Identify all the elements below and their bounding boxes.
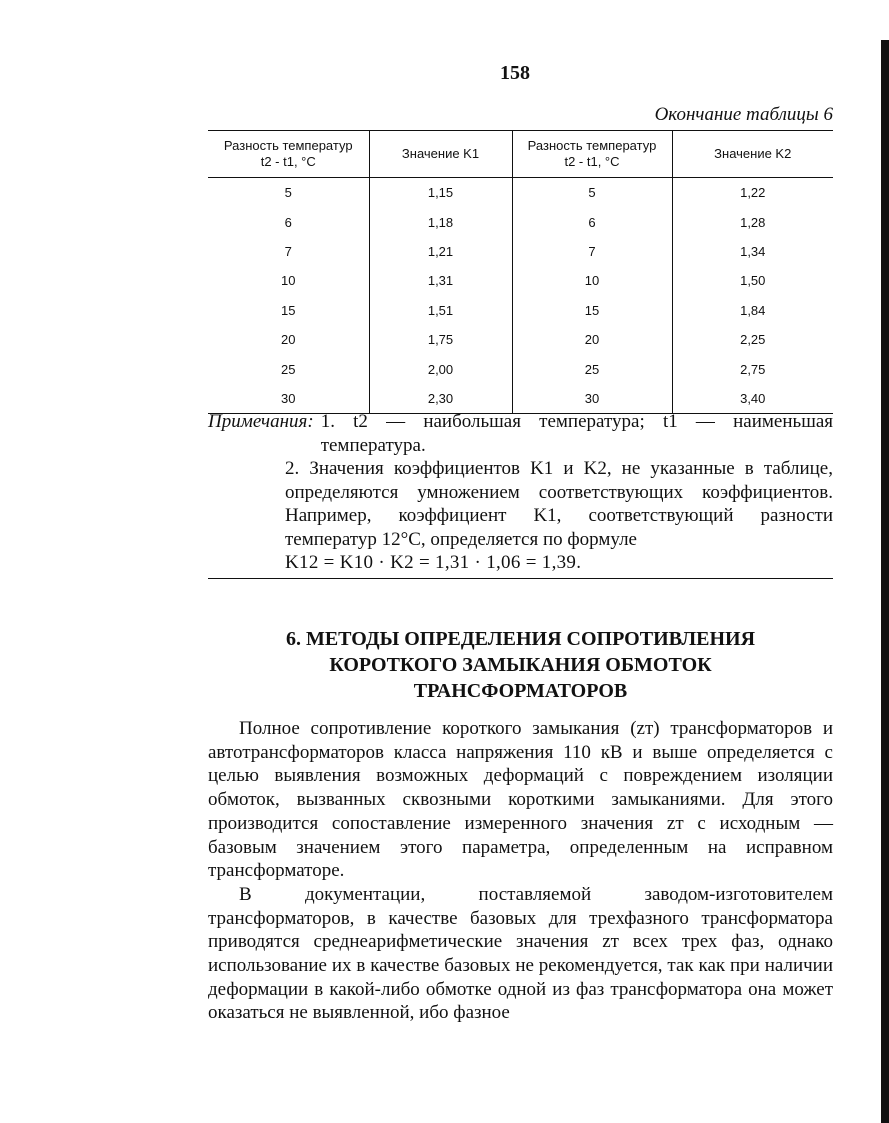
table-header-line-1: Значение K1 [401, 146, 480, 161]
table-header-line-1: Разность температур [223, 138, 353, 153]
table-cell: 1,28 [672, 207, 833, 236]
section-title-line-3: ТРАНСФОРМАТОРОВ [413, 680, 628, 702]
table-header-cell [512, 131, 672, 178]
notes-divider [208, 578, 833, 579]
table-cell: 20 [512, 325, 672, 354]
table-cell: 10 [512, 266, 672, 295]
table-header-cell [369, 131, 512, 178]
table-cell: 1,15 [369, 178, 512, 208]
table-cell: 10 [281, 273, 296, 289]
table-cell: 1,31 [369, 266, 512, 295]
note-2: 2. Значения коэффициентов K1 и K2, не указанные в таблице, определяются умножением соответствующих коэффициентов. Например, коэффициент K1, соответствующий разности температур 12°С, определяется по формуле [285, 458, 833, 550]
section-title-line-1: 6. МЕТОДЫ ОПРЕДЕЛЕНИЯ СОПРОТИВЛЕНИЯ [285, 628, 756, 650]
table-cell: 7 [512, 237, 672, 266]
table-caption: Окончание таблицы 6 [654, 104, 833, 125]
table-cell: 5 [512, 178, 672, 208]
table-cell: 30 [512, 384, 672, 414]
table-cell: 1,50 [672, 266, 833, 295]
section-title [208, 626, 833, 704]
page-edge-bar [881, 40, 889, 1123]
table-cell: 1,75 [369, 325, 512, 354]
table-header-cell [672, 131, 833, 178]
table-cell: 30 [208, 384, 369, 414]
table-row [208, 207, 833, 236]
table-header-line-1: Разность температур [527, 138, 657, 153]
table-cell: 1,18 [369, 207, 512, 236]
table-cell: 1,21 [369, 237, 512, 266]
section-body [208, 717, 833, 1025]
table-row [208, 354, 833, 383]
table-cell: 1,84 [672, 296, 833, 325]
table-header-line-1: Значение K2 [714, 146, 792, 161]
notes-block [208, 410, 833, 575]
table-cell: 3,40 [672, 384, 833, 414]
table-header-row [208, 131, 833, 178]
table-row [208, 325, 833, 354]
table-row [208, 178, 833, 208]
paragraph-2: В документации, поставляемой заводом-изготовителем трансформаторов, в качестве базовых для трехфазного трансформатора приводятся среднеарифметические значения zт всех трех фаз, однако использование их в качестве базовых не рекомендуется, так как при наличии деформации в какой-либо обмотке одной из фаз трансформатора она может оказаться не выявленной, ибо фазное [208, 883, 833, 1024]
table-cell: 5 [284, 185, 292, 201]
table-cell: 25 [281, 361, 296, 377]
table-cell: 25 [512, 354, 672, 383]
table-cell: 1,34 [672, 237, 833, 266]
table-header-line-2: t2 - t1, °С [564, 154, 620, 169]
table-cell: 1,22 [672, 178, 833, 208]
note-formula: K12 = K10 · K2 = 1,31 · 1,06 = 1,39. [285, 552, 582, 573]
notes-label: Примечания: [208, 411, 314, 432]
table-cell: 2,25 [672, 325, 833, 354]
table-row [208, 296, 833, 325]
table-row [208, 266, 833, 295]
table-cell: 7 [284, 243, 292, 259]
table-cell: 15 [512, 296, 672, 325]
table-header-line-2: t2 - t1, °С [260, 154, 316, 169]
coefficient-table-wrapper [208, 130, 833, 414]
note-1: 1. t2 — наибольшая температура; t1 — наименьшая температура. [320, 411, 833, 456]
page-number: 158 [500, 62, 530, 84]
table-cell: 2,00 [369, 354, 512, 383]
table-cell: 2,75 [672, 354, 833, 383]
paragraph-1: Полное сопротивление короткого замыкания (zт) трансформаторов и автотрансформаторов класса напряжения 110 кВ и выше определяется с целью выявления возможных деформаций с повреждением изоляции обмоток, вызванных сквозными короткими замыканиями. Для этого производится сопоставление измеренного значения zт с исходным — базовым значением этого параметра, определенным на исправном трансформаторе. [208, 718, 833, 882]
table-cell: 20 [281, 332, 296, 348]
table-body [208, 178, 833, 414]
table-header-cell [208, 131, 369, 178]
coefficient-table [208, 130, 833, 414]
section-title-line-2: КОРОТКОГО ЗАМЫКАНИЯ ОБМОТОК [329, 654, 712, 676]
table-cell: 15 [281, 302, 296, 318]
table-cell: 1,51 [369, 296, 512, 325]
table-cell: 2,30 [369, 384, 512, 414]
table-row [208, 237, 833, 266]
table-cell: 6 [512, 207, 672, 236]
table-cell: 6 [284, 214, 292, 230]
